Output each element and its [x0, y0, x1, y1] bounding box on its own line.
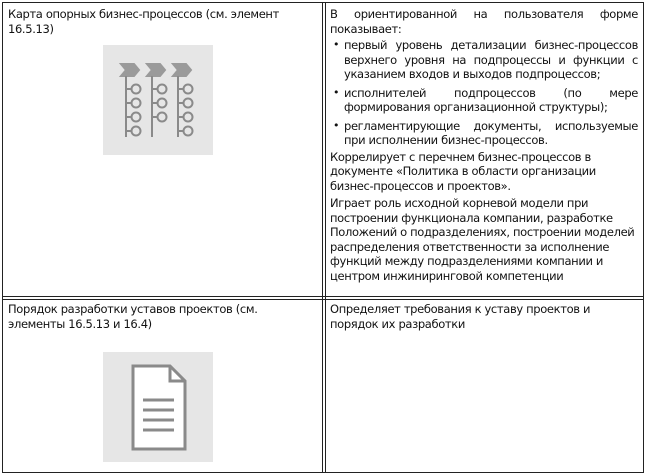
row2-left-text: Порядок разработки уставов проектов (см. элементы 16.5.13 и 16.4) [8, 302, 258, 331]
row2-right-cell [330, 302, 638, 331]
row1-para2: Играет роль исходной корневой модели при построении функционала компании, разработке Положений о подразделениях, построении моделей распределения ответственности за исполнение функций между подразделениями компании и центром инжиниринговой компетенции [330, 196, 635, 283]
column-divider [322, 3, 323, 472]
row1-left-text: Карта опорных бизнес-процессов (см. элемент 16.5.13) [8, 7, 279, 36]
column-divider-inner [325, 3, 326, 472]
row-divider-inner [3, 299, 643, 300]
list-item: • исполнителей подпроцессов (по мере формирования организационной структуры); [344, 86, 638, 115]
row1-right-cell [330, 7, 638, 283]
row1-left-cell [8, 7, 316, 36]
row2-left-cell [8, 302, 316, 331]
document-icon [103, 352, 213, 462]
row1-intro: В ориентированной на пользователя форме показывает: [330, 7, 638, 36]
process-map-icon [103, 45, 213, 155]
row1-para1: Коррелирует с перечнем бизнес-процессов в документе «Политика в области организации бизнес-процессов и проектов». [330, 149, 596, 193]
list-item: • регламентирующие документы, используемые при исполнении бизнес-процессов. [344, 119, 638, 148]
list-item: • первый уровень детализации бизнес-процессов верхнего уровня на подпроцессы и функции с указанием входов и выходов подпроцессов; [344, 38, 638, 82]
row2-intro: Определяет требования к уставу проектов и порядок их разработки [330, 302, 591, 331]
row1-bullet-list [330, 38, 638, 148]
row-divider [3, 296, 643, 297]
